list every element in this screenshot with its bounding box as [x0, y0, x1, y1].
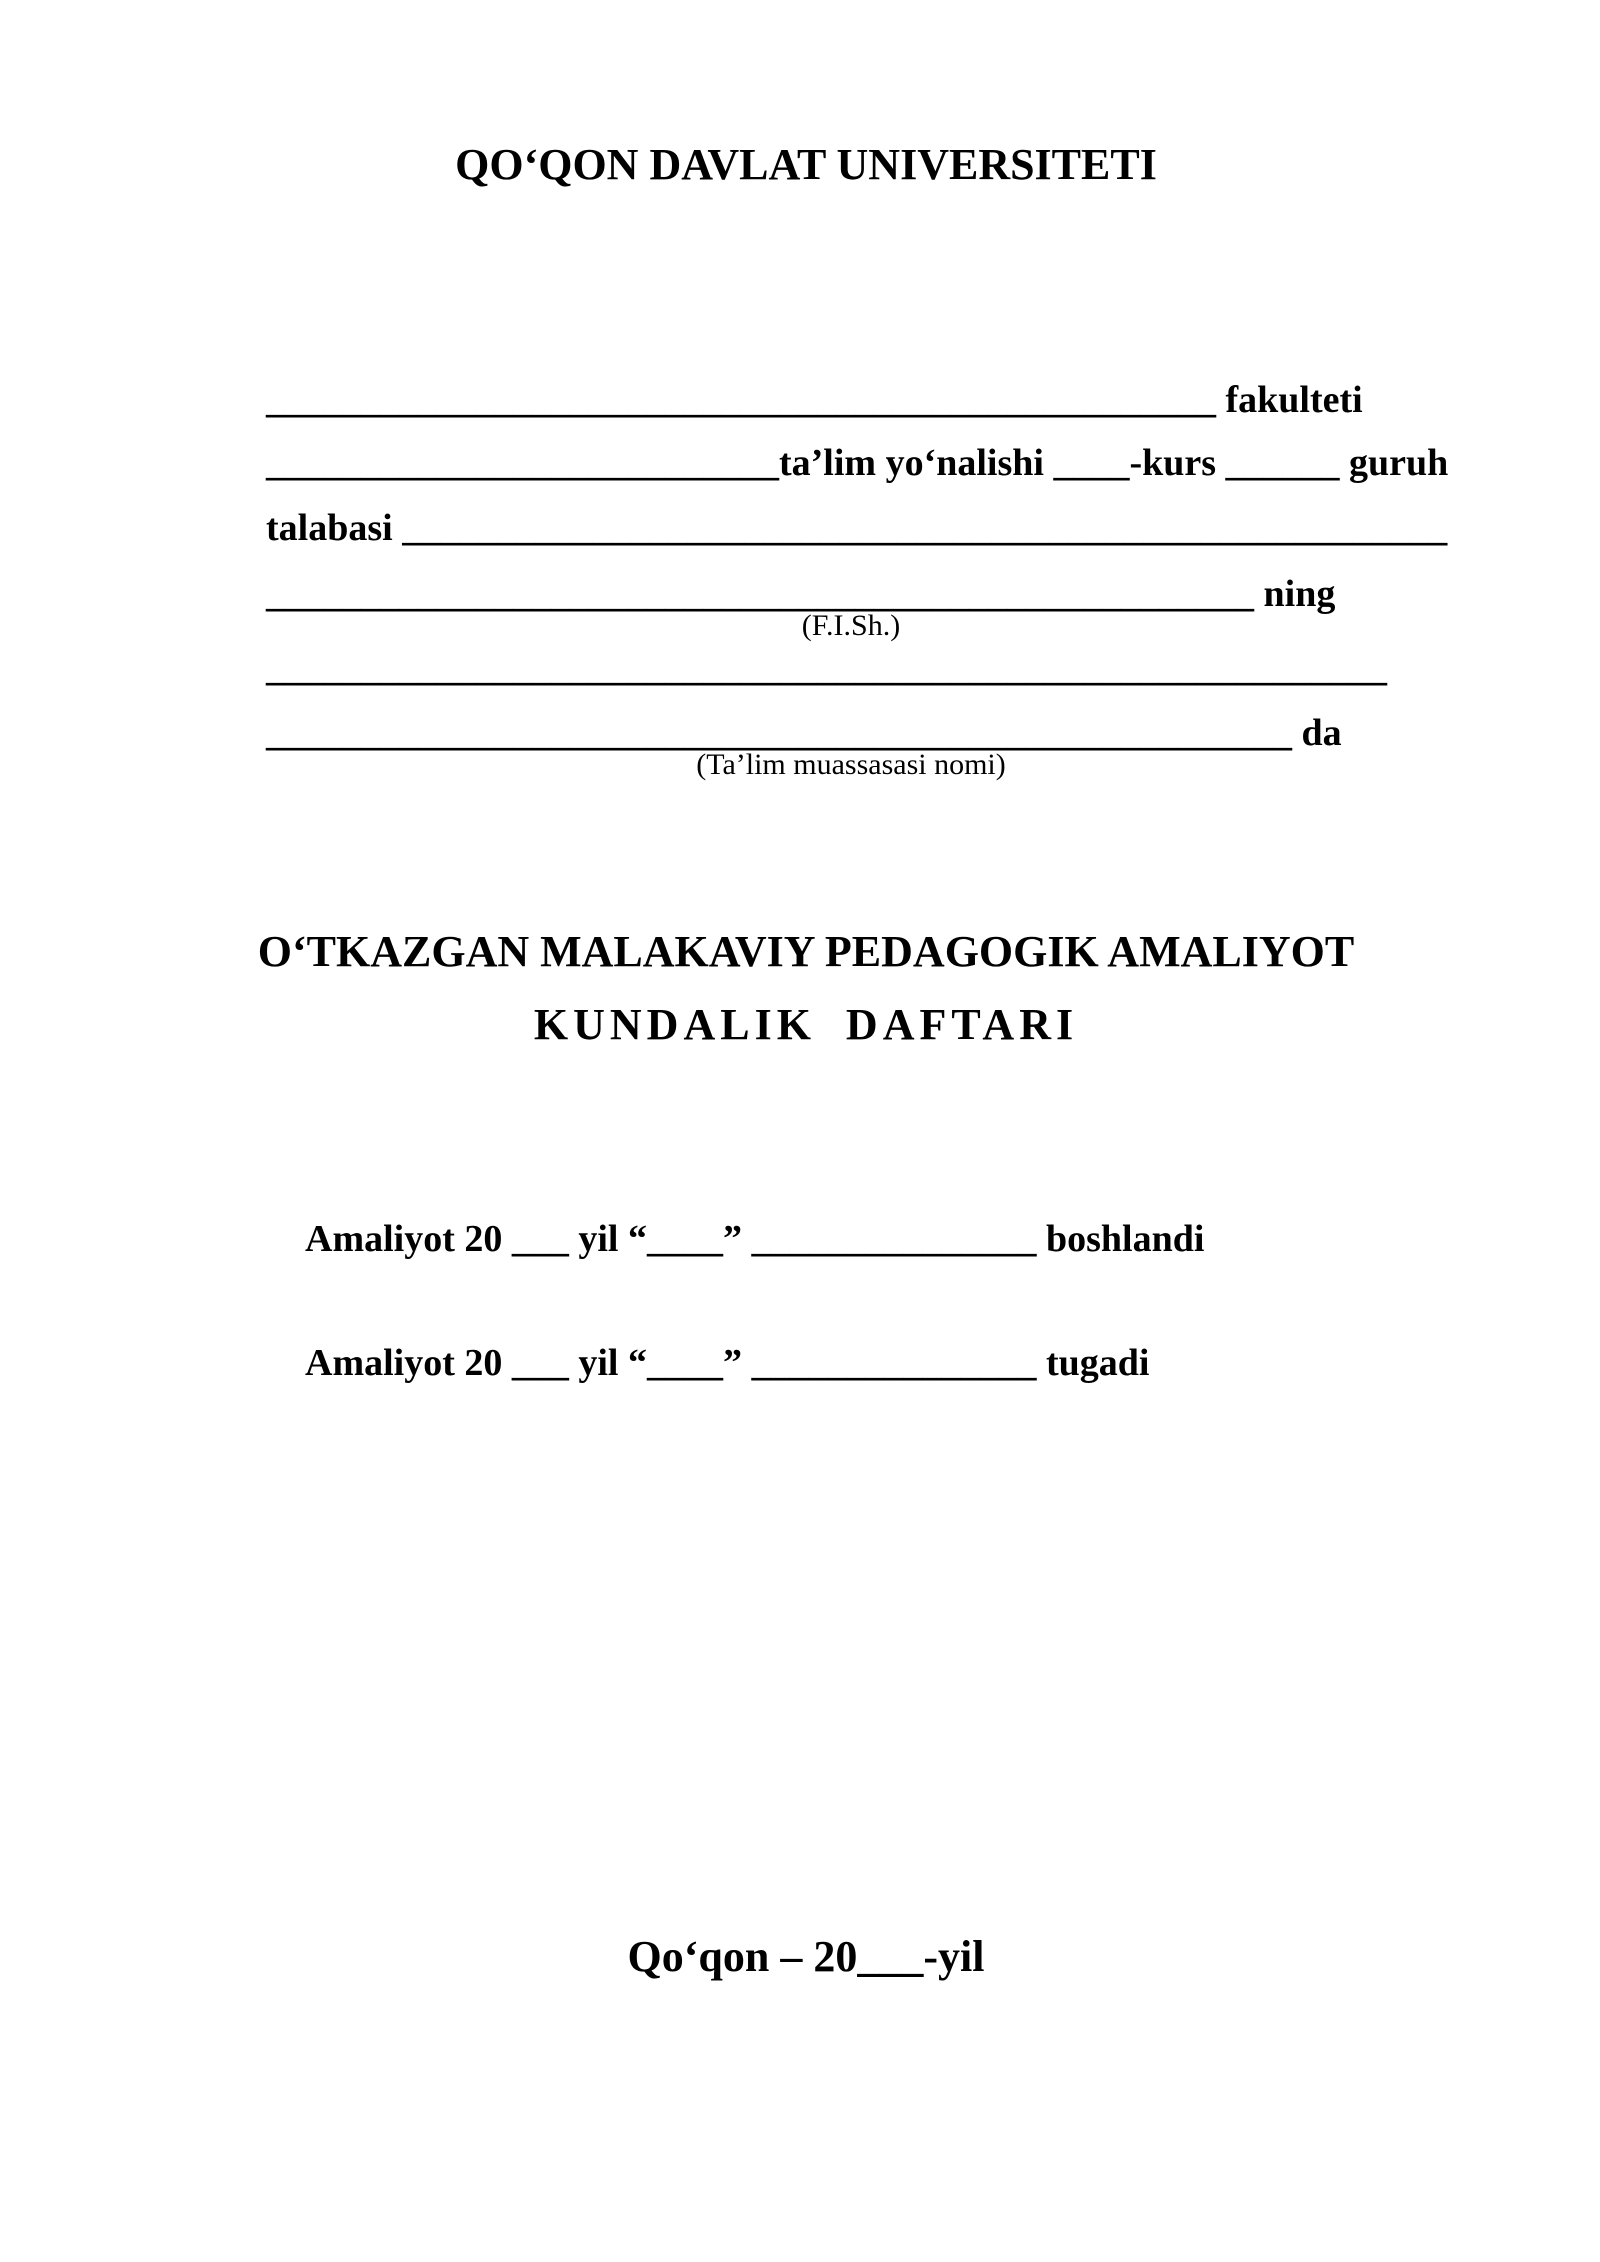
main-title-line1: O‘TKAZGAN MALAKAVIY PEDAGOGIK AMALIYOT	[257, 927, 1355, 976]
form-line-fakulteti: __________________________________________________ fakulteti	[266, 379, 1363, 421]
form-line-da: ______________________________________________________ da	[266, 712, 1342, 754]
form-line-blank: ___________________________________________________________	[266, 647, 1387, 689]
main-title-line2: KUNDALIK DAFTARI	[533, 1000, 1079, 1049]
form-line-ning: ____________________________________________________ ning	[266, 573, 1336, 615]
form-line-talabasi: talabasi _______________________________________________________	[266, 507, 1448, 549]
footer-city-year: Qo‘qon – 20___-yil	[627, 1932, 985, 1981]
fish-caption: (F.I.Sh.)	[801, 609, 901, 642]
practice-start-line: Amaliyot 20 ___ yil “____” _______________ boshlandi	[305, 1218, 1205, 1260]
form-line-yonalish-kurs-guruh: ___________________________ta’lim yo‘nalishi ____-kurs ______ guruh	[266, 442, 1449, 484]
practice-end-line: Amaliyot 20 ___ yil “____” _______________ tugadi	[305, 1342, 1150, 1384]
university-title: QO‘QON DAVLAT UNIVERSITETI	[455, 140, 1157, 189]
muassasa-caption: (Ta’lim muassasasi nomi)	[696, 748, 1006, 781]
